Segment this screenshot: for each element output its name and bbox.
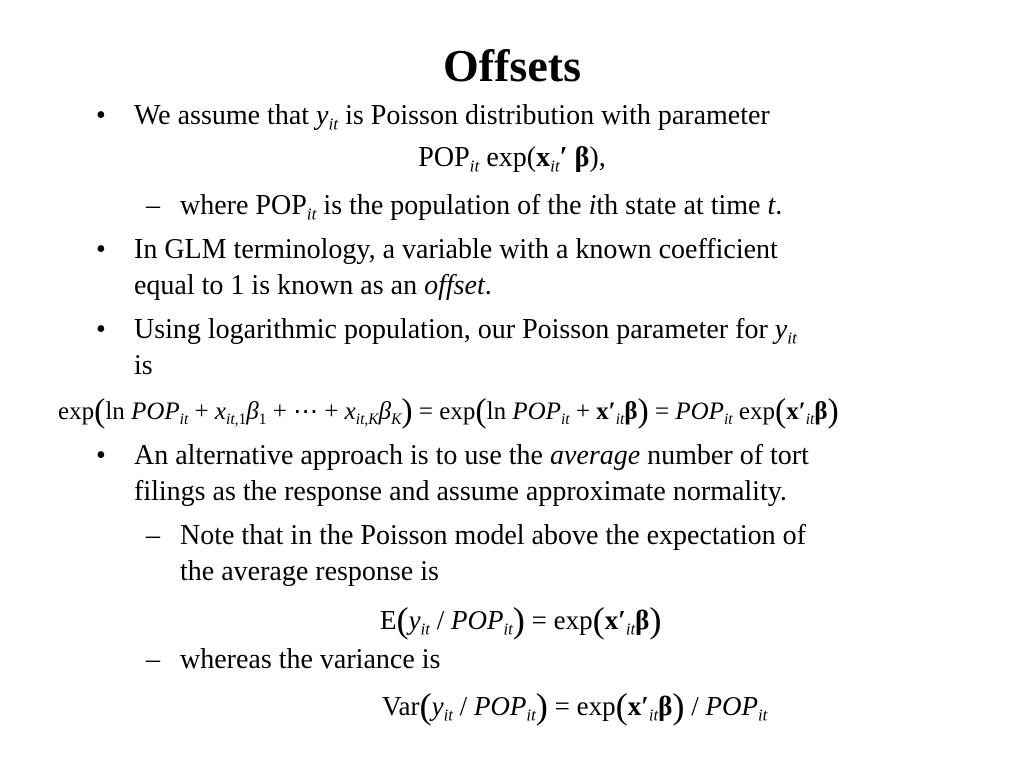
subscript-it: it <box>526 705 536 725</box>
subscript-it: it <box>805 410 815 428</box>
var-i: i <box>588 190 597 221</box>
var-y: y <box>316 100 329 131</box>
text-run: th state at time <box>596 190 768 221</box>
var-pop: POP <box>473 691 527 721</box>
dash-marker: – <box>146 644 160 675</box>
subscript-it: it <box>648 705 659 725</box>
sub-bullet-2-line-2: the average response is <box>180 556 439 587</box>
bullet-2-line-1: In GLM terminology, a variable with a known coefficient <box>134 234 778 265</box>
text-run: / <box>429 605 451 635</box>
subscript-itk: it,K <box>355 410 379 428</box>
text-run: + <box>569 398 597 425</box>
subscript-it: it <box>469 156 480 176</box>
text-run: is the population of the <box>316 190 589 221</box>
subscript-it: it <box>328 114 339 134</box>
subscript-it: it <box>443 705 453 725</box>
sub-bullet-3-text: whereas the variance is <box>180 644 441 675</box>
text-run: equal to 1 is known as an <box>134 270 425 301</box>
text-run: ln <box>486 398 513 425</box>
text-run: ), <box>589 142 606 173</box>
subscript-it: it <box>723 410 733 428</box>
text-run: = <box>648 398 676 425</box>
var-pop: POP <box>131 398 180 425</box>
subscript-it: it <box>758 705 768 725</box>
text-run: where POP <box>180 190 307 221</box>
subscript-k: K <box>391 410 402 428</box>
var-x: x <box>214 398 227 425</box>
var-beta: β <box>378 398 392 425</box>
bullet-marker: • <box>96 440 106 471</box>
var-pop: POP <box>450 605 504 635</box>
subscript-it: it <box>306 204 317 224</box>
text-run: = <box>547 691 577 721</box>
text-run: . <box>775 190 783 221</box>
term-offset: offset <box>424 270 485 301</box>
var-t: t <box>767 190 776 221</box>
subscript-it: it <box>179 410 189 428</box>
text-run: Using logarithmic population, our Poisson parameter for <box>134 314 775 345</box>
vector-beta: β <box>658 691 673 721</box>
bullet-4-line-1 <box>134 438 809 474</box>
var-y: y <box>774 314 788 345</box>
vector-x: x <box>596 398 609 425</box>
text-run: = <box>524 605 554 635</box>
prime-symbol: ′ <box>608 398 616 425</box>
prime-symbol: ′ <box>618 605 626 635</box>
equation-variance: $Var(y_{it} / POP_{it}) = \exp(x'_{it}\beta) / POP_{it}$ <box>382 685 768 726</box>
subscript-it: it <box>787 328 797 348</box>
text-run: POP <box>418 142 470 173</box>
bullet-3-line-2: is <box>134 350 153 381</box>
subscript-it: it <box>420 619 430 639</box>
text-run: exp <box>738 398 775 425</box>
vector-x: x <box>536 142 551 173</box>
sub-bullet-2-line-1: Note that in the Poisson model above the expectation of <box>180 520 806 551</box>
bullet-3-line-1 <box>134 312 797 348</box>
text-run: E <box>380 605 397 635</box>
vector-beta: β <box>567 142 590 173</box>
text-run: / <box>452 691 474 721</box>
vector-beta: β <box>814 398 828 425</box>
dash-marker: – <box>146 520 160 551</box>
text-run: + <box>188 398 215 425</box>
text-run: exp <box>58 398 95 425</box>
vector-x: x <box>786 398 799 425</box>
text-run: exp( <box>479 142 537 173</box>
subscript-1: 1 <box>258 410 267 428</box>
prime-symbol: ′ <box>798 398 806 425</box>
subscript-it: it <box>625 619 636 639</box>
bullet-1-text <box>134 98 770 134</box>
text-run: We assume that <box>134 100 317 131</box>
var-pop: POP <box>675 398 724 425</box>
text-run: ln <box>105 398 132 425</box>
vector-x: x <box>604 605 619 635</box>
text-run: is Poisson distribution with parameter <box>338 100 770 131</box>
equation-expectation: $E(y_{it} / POP_{it}) = \exp(x'_{it}\beta)$ <box>380 599 662 640</box>
subscript-it: it <box>226 410 235 428</box>
bullet-2-line-2 <box>134 268 492 304</box>
prime-symbol: ′ <box>641 691 649 721</box>
equation-log-population: exp(ln $POP_{it} + x_{it,1}\beta_1$ + ⋯ + $x_{it,K}\beta_K) = \exp(\ln$ $POP_{it} + x'_{it}\beta) = POP_{it}$ $\exp(x'_{it}\beta)$ <box>58 392 839 430</box>
text-run: + ⋯ + <box>266 398 345 425</box>
vector-beta: β <box>624 398 638 425</box>
var-y: y <box>408 605 421 635</box>
bullet-marker: • <box>96 100 106 131</box>
var-x: x <box>344 398 356 425</box>
subscript-it: it <box>615 410 625 428</box>
subscript-it: it <box>503 619 513 639</box>
text-run: exp <box>576 691 616 721</box>
subscript-it: it <box>560 410 570 428</box>
dash-marker: – <box>146 190 160 221</box>
text-run: . <box>484 270 492 301</box>
vector-beta: β <box>635 605 650 635</box>
prime-symbol: ′ <box>559 142 568 173</box>
bullet-4-line-2: filings as the response and assume approximate normality. <box>134 476 787 507</box>
text-run: / <box>684 691 706 721</box>
var-beta: β <box>246 398 259 425</box>
vector-x: x <box>627 691 642 721</box>
term-average: average <box>549 440 641 471</box>
text-run: exp <box>439 398 476 425</box>
slide-title: Offsets <box>443 40 581 91</box>
var-y: y <box>431 691 444 721</box>
subscript-1: ,1 <box>234 410 247 428</box>
subscript-it: it <box>550 156 560 176</box>
text-run: Var <box>382 691 420 721</box>
bullet-marker: • <box>96 314 106 345</box>
sub-bullet-1-text <box>180 188 782 224</box>
text-run: number of tort <box>640 440 809 471</box>
var-pop: POP <box>512 398 561 425</box>
var-pop: POP <box>705 691 759 721</box>
equation-poisson-parameter <box>0 140 1024 176</box>
text-run: An alternative approach is to use the <box>134 440 550 471</box>
bullet-marker: • <box>96 234 106 265</box>
text-run: exp <box>553 605 593 635</box>
text-run: = <box>412 398 440 425</box>
